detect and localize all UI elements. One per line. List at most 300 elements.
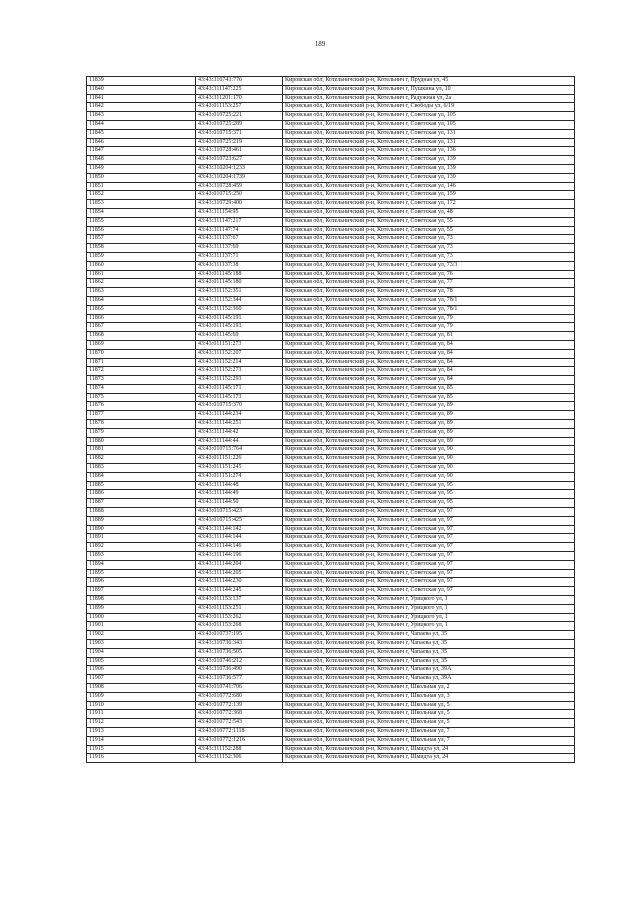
address-cell: Кировская обл, Котельничский р-н, Котельнич г, Советская ул, 55 [283, 226, 575, 235]
address-cell: Кировская обл, Котельничский р-н, Котельнич г, Советская ул, 90 [283, 464, 575, 473]
row-number-cell: 11871 [87, 358, 196, 367]
row-number-cell: 11886 [87, 490, 196, 499]
table-row [87, 604, 575, 613]
row-number-cell: 11887 [87, 499, 196, 508]
cadastral-number-cell: 43:43:010715:423 [196, 508, 283, 517]
address-cell: Кировская обл, Котельничский р-н, Котельнич г, Советская ул, 172 [283, 200, 575, 209]
table-row [87, 208, 575, 217]
address-cell: Кировская обл, Котельничский р-н, Котельнич г, Советская ул, 89 [283, 402, 575, 411]
cadastral-number-cell: 43:43:010715:370 [196, 402, 283, 411]
cadastral-number-cell: 43:43:311144:144 [196, 534, 283, 543]
address-cell: Кировская обл, Котельничский р-н, Котельнич г, Советская ул, 90 [283, 446, 575, 455]
cadastral-number-cell: 43:43:311152:214 [196, 358, 283, 367]
address-cell: Кировская обл, Котельничский р-н, Котельнич г, Советская ул, 73 [283, 244, 575, 253]
row-number-cell: 11883 [87, 464, 196, 473]
row-number-cell: 11866 [87, 314, 196, 323]
cadastral-number-cell: 43:43:311147:217 [196, 217, 283, 226]
row-number-cell: 11881 [87, 446, 196, 455]
address-cell: Кировская обл, Котельничский р-н, Котельнич г, Советская ул, 159 [283, 191, 575, 200]
address-cell: Кировская обл, Котельничский р-н, Котельнич г, Советская ул, 97 [283, 587, 575, 596]
cadastral-number-cell: 43:43:011153:268 [196, 622, 283, 631]
cadastral-number-cell: 43:43:010715:425 [196, 516, 283, 525]
address-cell: Кировская обл, Котельничский р-н, Котельнич г, Школьная ул, 7 [283, 727, 575, 736]
row-number-cell: 11897 [87, 587, 196, 596]
cadastral-registry-table [86, 76, 575, 763]
address-cell: Кировская обл, Котельничский р-н, Котельнич г, Советская ул, 97 [283, 560, 575, 569]
table-row [87, 569, 575, 578]
table-row [87, 578, 575, 587]
cadastral-number-cell: 43:43:311147:225 [196, 85, 283, 94]
address-cell: Кировская обл, Котельничский р-н, Котельнич г, Советская ул, 97 [283, 525, 575, 534]
row-number-cell: 11859 [87, 252, 196, 261]
table-row [87, 692, 575, 701]
address-cell: Кировская обл, Котельничский р-н, Котельнич г, Советская ул, 139 [283, 156, 575, 165]
table-row [87, 191, 575, 200]
cadastral-number-cell: 43:43:311144:44 [196, 437, 283, 446]
address-cell: Кировская обл, Котельничский р-н, Котельнич г, Урицкого ул, 1 [283, 613, 575, 622]
table-row [87, 349, 575, 358]
table-row [87, 666, 575, 675]
table-row [87, 675, 575, 684]
address-cell: Кировская обл, Котельничский р-н, Котельнич г, Школьная ул, 3 [283, 692, 575, 701]
row-number-cell: 11845 [87, 129, 196, 138]
cadastral-number-cell: 43:43:010725:219 [196, 138, 283, 147]
address-cell: Кировская обл, Котельничский р-н, Котельнич г, Школьная ул, 2 [283, 683, 575, 692]
row-number-cell: 11892 [87, 543, 196, 552]
address-cell: Кировская обл, Котельничский р-н, Котельнич г, Советская ул, 97 [283, 569, 575, 578]
cadastral-number-cell: 43:43:010725:221 [196, 112, 283, 121]
table-row [87, 138, 575, 147]
cadastral-number-cell: 43:43:011151:226 [196, 455, 283, 464]
cadastral-number-cell: 43:43:311144:50 [196, 499, 283, 508]
cadastral-number-cell: 43:43:310736:577 [196, 675, 283, 684]
table-row [87, 164, 575, 173]
row-number-cell: 11916 [87, 754, 196, 763]
table-row [87, 120, 575, 129]
row-number-cell: 11851 [87, 182, 196, 191]
address-cell: Кировская обл, Котельничский р-н, Котельнич г, Пушкина ул, 10 [283, 85, 575, 94]
cadastral-number-cell: 43:43:311144:42 [196, 428, 283, 437]
table-row [87, 129, 575, 138]
address-cell: Кировская обл, Котельничский р-н, Котельнич г, Советская ул, 95 [283, 499, 575, 508]
row-number-cell: 11873 [87, 376, 196, 385]
row-number-cell: 11854 [87, 208, 196, 217]
cadastral-number-cell: 43:43:311152:360 [196, 305, 283, 314]
address-cell: Кировская обл, Котельничский р-н, Котельнич г, Советская ул, 89 [283, 411, 575, 420]
cadastral-number-cell: 43:43:311144:245 [196, 587, 283, 596]
row-number-cell: 11910 [87, 701, 196, 710]
address-cell: Кировская обл, Котельничский р-н, Котельнич г, Урицкого ул, 1 [283, 596, 575, 605]
cadastral-number-cell: 43:43:311152:293 [196, 376, 283, 385]
address-cell: Кировская обл, Котельничский р-н, Котельнич г, Советская ул, 139 [283, 173, 575, 182]
table-row [87, 472, 575, 481]
table-row [87, 446, 575, 455]
address-cell: Кировская обл, Котельничский р-н, Котельнич г, Советская ул, 95 [283, 481, 575, 490]
row-number-cell: 11848 [87, 156, 196, 165]
address-cell: Кировская обл, Котельничский р-н, Котельнич г, Советская ул, 78 [283, 288, 575, 297]
address-cell: Кировская обл, Котельничский р-н, Котельнич г, Школьная ул, 5 [283, 710, 575, 719]
row-number-cell: 11856 [87, 226, 196, 235]
registry-table-body [87, 77, 575, 763]
cadastral-number-cell: 43:43:311137:71 [196, 252, 283, 261]
address-cell: Кировская обл, Котельничский р-н, Котельнич г, Чапаева ул, 35 [283, 631, 575, 640]
table-row [87, 587, 575, 596]
table-row [87, 648, 575, 657]
cadastral-number-cell: 43:43:310729:400 [196, 200, 283, 209]
row-number-cell: 11865 [87, 305, 196, 314]
address-cell: Кировская обл, Котельничский р-н, Котельнич г, Советская ул, 97 [283, 516, 575, 525]
cadastral-number-cell: 43:43:010772:1118 [196, 727, 283, 736]
cadastral-number-cell: 43:43:311152:344 [196, 296, 283, 305]
table-row [87, 244, 575, 253]
table-row [87, 481, 575, 490]
table-row [87, 719, 575, 728]
address-cell: Кировская обл, Котельничский р-н, Котельнич г, Советская ул, 85 [283, 393, 575, 402]
address-cell: Кировская обл, Котельничский р-н, Котельнич г, Школьная ул, 7 [283, 736, 575, 745]
address-cell: Кировская обл, Котельничский р-н, Котельнич г, Советская ул, 97 [283, 543, 575, 552]
address-cell: Кировская обл, Котельничский р-н, Котельнич г, Чапаева ул, 39А [283, 675, 575, 684]
cadastral-number-cell: 43:43:011151:274 [196, 472, 283, 481]
address-cell: Кировская обл, Котельничский р-н, Котельнич г, Советская ул, 89 [283, 420, 575, 429]
cadastral-number-cell: 43:43:311152:306 [196, 754, 283, 763]
table-row [87, 499, 575, 508]
table-row [87, 534, 575, 543]
row-number-cell: 11841 [87, 94, 196, 103]
table-row [87, 640, 575, 649]
cadastral-number-cell: 43:43:011145:191 [196, 314, 283, 323]
cadastral-number-cell: 43:43:010723:627 [196, 156, 283, 165]
cadastral-number-cell: 43:43:311144:204 [196, 560, 283, 569]
row-number-cell: 11891 [87, 534, 196, 543]
table-row [87, 657, 575, 666]
row-number-cell: 11875 [87, 393, 196, 402]
table-row [87, 745, 575, 754]
address-cell: Кировская обл, Котельничский р-н, Котельнич г, Советская ул, 84 [283, 376, 575, 385]
cadastral-number-cell: 43:43:310728:459 [196, 182, 283, 191]
cadastral-number-cell: 43:43:311144:196 [196, 552, 283, 561]
cadastral-number-cell: 43:43:310728:461 [196, 147, 283, 156]
row-number-cell: 11899 [87, 604, 196, 613]
cadastral-number-cell: 43:43:011153:251 [196, 604, 283, 613]
address-cell: Кировская обл, Котельничский р-н, Котельнич г, Прудная ул, 45 [283, 77, 575, 86]
table-row [87, 393, 575, 402]
table-row [87, 226, 575, 235]
row-number-cell: 11911 [87, 710, 196, 719]
table-row [87, 701, 575, 710]
address-cell: Кировская обл, Котельничский р-н, Котельнич г, Чапаева ул, 35 [283, 657, 575, 666]
cadastral-number-cell: 43:43:011153:137 [196, 596, 283, 605]
row-number-cell: 11888 [87, 508, 196, 517]
row-number-cell: 11869 [87, 340, 196, 349]
row-number-cell: 11852 [87, 191, 196, 200]
address-cell: Кировская обл, Котельничский р-н, Котельнич г, Шмидта ул, 24 [283, 754, 575, 763]
table-row [87, 411, 575, 420]
table-row [87, 490, 575, 499]
cadastral-number-cell: 43:43:311144:48 [196, 481, 283, 490]
row-number-cell: 11853 [87, 200, 196, 209]
cadastral-number-cell: 43:43:011145:171 [196, 384, 283, 393]
address-cell: Кировская обл, Котельничский р-н, Котельнич г, Шмидта ул, 24 [283, 745, 575, 754]
row-number-cell: 11905 [87, 657, 196, 666]
table-row [87, 112, 575, 121]
table-row [87, 156, 575, 165]
address-cell: Кировская обл, Котельничский р-н, Котельнич г, Советская ул, 146 [283, 182, 575, 191]
table-row [87, 420, 575, 429]
row-number-cell: 11849 [87, 164, 196, 173]
address-cell: Кировская обл, Котельничский р-н, Котельнич г, Советская ул, 78/1 [283, 305, 575, 314]
table-row [87, 455, 575, 464]
row-number-cell: 11844 [87, 120, 196, 129]
address-cell: Кировская обл, Котельничский р-н, Котельнич г, Советская ул, 84 [283, 367, 575, 376]
address-cell: Кировская обл, Котельничский р-н, Котельнич г, Чапаева ул, 39А [283, 666, 575, 675]
row-number-cell: 11896 [87, 578, 196, 587]
row-number-cell: 11846 [87, 138, 196, 147]
address-cell: Кировская обл, Котельничский р-н, Котельнич г, Советская ул, 97 [283, 578, 575, 587]
address-cell: Кировская обл, Котельничский р-н, Котельнич г, Урицкого ул, 1 [283, 604, 575, 613]
row-number-cell: 11889 [87, 516, 196, 525]
table-row [87, 516, 575, 525]
table-row [87, 314, 575, 323]
table-row [87, 437, 575, 446]
address-cell: Кировская обл, Котельничский р-н, Котельнич г, Советская ул, 77 [283, 279, 575, 288]
address-cell: Кировская обл, Котельничский р-н, Котельнич г, Школьная ул, 5 [283, 719, 575, 728]
address-cell: Кировская обл, Котельничский р-н, Котельнич г, Советская ул, 84 [283, 340, 575, 349]
table-row [87, 103, 575, 112]
address-cell: Кировская обл, Котельничский р-н, Котельнич г, Советская ул, 73/3 [283, 261, 575, 270]
table-row [87, 754, 575, 763]
cadastral-number-cell: 43:43:311144:49 [196, 490, 283, 499]
row-number-cell: 11880 [87, 437, 196, 446]
table-row [87, 173, 575, 182]
table-row [87, 428, 575, 437]
row-number-cell: 11876 [87, 402, 196, 411]
row-number-cell: 11872 [87, 367, 196, 376]
cadastral-number-cell: 43:43:311147:74 [196, 226, 283, 235]
cadastral-number-cell: 43:43:311144:234 [196, 411, 283, 420]
table-row [87, 261, 575, 270]
cadastral-number-cell: 43:43:311137:67 [196, 235, 283, 244]
cadastral-number-cell: 43:43:010725:289 [196, 120, 283, 129]
row-number-cell: 11884 [87, 472, 196, 481]
cadastral-number-cell: 43:43:311152:207 [196, 349, 283, 358]
row-number-cell: 11839 [87, 77, 196, 86]
address-cell: Кировская обл, Котельничский р-н, Котельнич г, Советская ул, 90 [283, 472, 575, 481]
row-number-cell: 11858 [87, 244, 196, 253]
table-row [87, 252, 575, 261]
row-number-cell: 11903 [87, 640, 196, 649]
table-row [87, 736, 575, 745]
row-number-cell: 11842 [87, 103, 196, 112]
address-cell: Кировская обл, Котельничский р-н, Котельнич г, Школьная ул, 5 [283, 701, 575, 710]
address-cell: Кировская обл, Котельничский р-н, Котельнич г, Советская ул, 105 [283, 112, 575, 121]
table-row [87, 384, 575, 393]
cadastral-number-cell: 43:43:311152:273 [196, 367, 283, 376]
address-cell: Кировская обл, Котельничский р-н, Котельнич г, Советская ул, 97 [283, 508, 575, 517]
row-number-cell: 11898 [87, 596, 196, 605]
table-row [87, 305, 575, 314]
address-cell: Кировская обл, Котельничский р-н, Котельнич г, Советская ул, 84 [283, 349, 575, 358]
cadastral-number-cell: 43:43:311144:251 [196, 420, 283, 429]
address-cell: Кировская обл, Котельничский р-н, Котельнич г, Советская ул, 89 [283, 437, 575, 446]
address-cell: Кировская обл, Котельничский р-н, Котельнич г, Советская ул, 105 [283, 120, 575, 129]
cadastral-number-cell: 43:43:311144:205 [196, 569, 283, 578]
row-number-cell: 11874 [87, 384, 196, 393]
row-number-cell: 11909 [87, 692, 196, 701]
cadastral-number-cell: 43:43:311152:288 [196, 745, 283, 754]
row-number-cell: 11863 [87, 288, 196, 297]
row-number-cell: 11861 [87, 270, 196, 279]
table-row [87, 613, 575, 622]
cadastral-number-cell: 43:43:010741:706 [196, 683, 283, 692]
table-row [87, 288, 575, 297]
cadastral-number-cell: 43:43:010772:680 [196, 692, 283, 701]
address-cell: Кировская обл, Котельничский р-н, Котельнич г, Советская ул, 76 [283, 270, 575, 279]
cadastral-number-cell: 43:43:011145:180 [196, 279, 283, 288]
table-row [87, 200, 575, 209]
address-cell: Кировская обл, Котельничский р-н, Котельнич г, Чапаева ул, 35 [283, 648, 575, 657]
address-cell: Кировская обл, Котельничский р-н, Котельнич г, Советская ул, 79 [283, 323, 575, 332]
row-number-cell: 11908 [87, 683, 196, 692]
address-cell: Кировская обл, Котельничский р-н, Котельнич г, Советская ул, 139 [283, 164, 575, 173]
table-row [87, 85, 575, 94]
cadastral-number-cell: 43:43:011145:193 [196, 323, 283, 332]
cadastral-number-cell: 43:43:311201:170 [196, 94, 283, 103]
table-row [87, 296, 575, 305]
table-row [87, 235, 575, 244]
cadastral-number-cell: 43:43:010772:139 [196, 701, 283, 710]
row-number-cell: 11847 [87, 147, 196, 156]
cadastral-number-cell: 43:43:011145:188 [196, 270, 283, 279]
row-number-cell: 11868 [87, 332, 196, 341]
cadastral-number-cell: 43:43:010737:195 [196, 631, 283, 640]
table-row [87, 710, 575, 719]
table-row [87, 508, 575, 517]
row-number-cell: 11893 [87, 552, 196, 561]
row-number-cell: 11882 [87, 455, 196, 464]
table-row [87, 622, 575, 631]
row-number-cell: 11901 [87, 622, 196, 631]
cadastral-number-cell: 43:43:310204:1233 [196, 164, 283, 173]
cadastral-number-cell: 43:43:010772:543 [196, 719, 283, 728]
table-row [87, 464, 575, 473]
row-number-cell: 11904 [87, 648, 196, 657]
table-row [87, 376, 575, 385]
table-row [87, 332, 575, 341]
cadastral-number-cell: 43:43:010772:1216 [196, 736, 283, 745]
cadastral-number-cell: 43:43:010772:368 [196, 710, 283, 719]
table-row [87, 402, 575, 411]
address-cell: Кировская обл, Котельничский р-н, Котельнич г, Советская ул, 97 [283, 552, 575, 561]
row-number-cell: 11885 [87, 481, 196, 490]
table-row [87, 560, 575, 569]
address-cell: Кировская обл, Котельничский р-н, Котельнич г, Радужная ул, 2а [283, 94, 575, 103]
cadastral-number-cell: 43:43:311144:146 [196, 543, 283, 552]
address-cell: Кировская обл, Котельничский р-н, Котельнич г, Советская ул, 131 [283, 129, 575, 138]
address-cell: Кировская обл, Котельничский р-н, Котельнич г, Чапаева ул, 35 [283, 640, 575, 649]
address-cell: Кировская обл, Котельничский р-н, Котельнич г, Советская ул, 84 [283, 358, 575, 367]
cadastral-number-cell: 43:43:010715:764 [196, 446, 283, 455]
table-row [87, 358, 575, 367]
row-number-cell: 11864 [87, 296, 196, 305]
row-number-cell: 11840 [87, 85, 196, 94]
row-number-cell: 11877 [87, 411, 196, 420]
row-number-cell: 11860 [87, 261, 196, 270]
address-cell: Кировская обл, Котельничский р-н, Котельнич г, Советская ул, 79 [283, 314, 575, 323]
row-number-cell: 11902 [87, 631, 196, 640]
row-number-cell: 11867 [87, 323, 196, 332]
row-number-cell: 11894 [87, 560, 196, 569]
table-row [87, 525, 575, 534]
row-number-cell: 11843 [87, 112, 196, 121]
row-number-cell: 11913 [87, 727, 196, 736]
cadastral-number-cell: 43:43:310743:776 [196, 77, 283, 86]
address-cell: Кировская обл, Котельничский р-н, Котельнич г, Советская ул, 90 [283, 455, 575, 464]
address-cell: Кировская обл, Котельничский р-н, Котельнич г, Свободы ул, 6/19 [283, 103, 575, 112]
row-number-cell: 11855 [87, 217, 196, 226]
address-cell: Кировская обл, Котельничский р-н, Котельнич г, Советская ул, 97 [283, 534, 575, 543]
cadastral-number-cell: 43:43:311152:351 [196, 288, 283, 297]
page-number: 189 [314, 40, 326, 48]
address-cell: Кировская обл, Котельничский р-н, Котельнич г, Советская ул, 48 [283, 208, 575, 217]
cadastral-number-cell: 43:43:311144:142 [196, 525, 283, 534]
cadastral-number-cell: 43:43:011151:273 [196, 340, 283, 349]
row-number-cell: 11862 [87, 279, 196, 288]
cadastral-number-cell: 43:43:310736:505 [196, 648, 283, 657]
table-row [87, 727, 575, 736]
table-row [87, 217, 575, 226]
address-cell: Кировская обл, Котельничский р-н, Котельнич г, Советская ул, 73 [283, 235, 575, 244]
cadastral-number-cell: 43:43:310204:1739 [196, 173, 283, 182]
table-row [87, 552, 575, 561]
cadastral-number-cell: 43:43:311137:69 [196, 244, 283, 253]
cadastral-number-cell: 43:43:311144:230 [196, 578, 283, 587]
cadastral-number-cell: 43:43:310736:343 [196, 640, 283, 649]
cadastral-number-cell: 43:43:010715:371 [196, 129, 283, 138]
table-row [87, 279, 575, 288]
cadastral-number-cell: 43:43:011153:257 [196, 103, 283, 112]
row-number-cell: 11879 [87, 428, 196, 437]
row-number-cell: 11890 [87, 525, 196, 534]
row-number-cell: 11850 [87, 173, 196, 182]
row-number-cell: 11870 [87, 349, 196, 358]
address-cell: Кировская обл, Котельничский р-н, Котельнич г, Советская ул, 85 [283, 384, 575, 393]
row-number-cell: 11878 [87, 420, 196, 429]
cadastral-number-cell: 43:43:011145:173 [196, 393, 283, 402]
row-number-cell: 11857 [87, 235, 196, 244]
address-cell: Кировская обл, Котельничский р-н, Котельнич г, Советская ул, 95 [283, 490, 575, 499]
address-cell: Кировская обл, Котельничский р-н, Котельнич г, Советская ул, 89 [283, 428, 575, 437]
row-number-cell: 11900 [87, 613, 196, 622]
table-row [87, 270, 575, 279]
address-cell: Кировская обл, Котельничский р-н, Котельнич г, Советская ул, 73 [283, 252, 575, 261]
address-cell: Кировская обл, Котельничский р-н, Котельнич г, Советская ул, 136 [283, 147, 575, 156]
cadastral-number-cell: 43:43:311154:95 [196, 208, 283, 217]
address-cell: Кировская обл, Котельничский р-н, Котельнич г, Советская ул, 81 [283, 332, 575, 341]
table-row [87, 182, 575, 191]
table-row [87, 543, 575, 552]
cadastral-number-cell: 43:43:010746:212 [196, 657, 283, 666]
table-row [87, 323, 575, 332]
address-cell: Кировская обл, Котельничский р-н, Котельнич г, Советская ул, 131 [283, 138, 575, 147]
row-number-cell: 11912 [87, 719, 196, 728]
row-number-cell: 11895 [87, 569, 196, 578]
table-row [87, 147, 575, 156]
row-number-cell: 11915 [87, 745, 196, 754]
table-row [87, 94, 575, 103]
cadastral-number-cell: 43:43:011145:69 [196, 332, 283, 341]
row-number-cell: 11914 [87, 736, 196, 745]
cadastral-number-cell: 43:43:011153:262 [196, 613, 283, 622]
